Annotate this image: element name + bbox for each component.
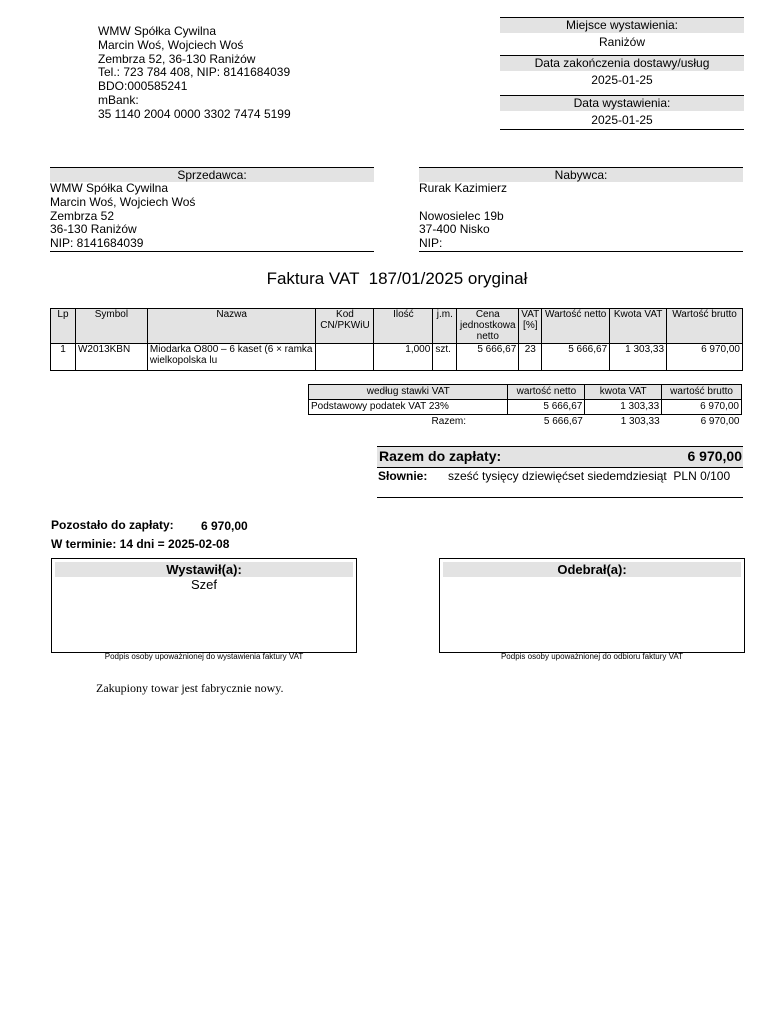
table-row	[309, 400, 742, 415]
issuer-line: Tel.: 723 784 408, NIP: 8141684039	[98, 65, 291, 80]
col-header-vat: VAT [%]	[519, 309, 542, 344]
footer-note: Zakupiony towar jest fabrycznie nowy.	[96, 681, 284, 695]
vat-rate-name: Podstawowy podatek VAT 23%	[309, 400, 508, 415]
amount-in-words	[377, 468, 743, 498]
issued-by-label: Wystawił(a):	[55, 562, 353, 577]
place-of-issue-value: Raniżów	[598, 35, 646, 49]
seller-block	[50, 167, 374, 252]
issuer-line: Marcin Woś, Wojciech Woś	[98, 37, 244, 52]
remaining-value: 6 970,00	[201, 519, 248, 533]
cell-unit: szt.	[433, 344, 457, 371]
col-header-price: Cena jednostkowa netto	[457, 309, 519, 344]
seller-line: WMW Spółka Cywilna	[50, 181, 169, 195]
issue-date-box	[500, 95, 744, 130]
total-due-bar	[377, 446, 743, 468]
vat-col-gross: wartość brutto	[662, 385, 742, 400]
delivery-date-label: Data zakończenia dostawy/usług	[500, 55, 744, 71]
issuer-line: WMW Spółka Cywilna	[98, 24, 217, 38]
issuer-line: Zembrza 52, 36-130 Raniżów	[98, 51, 256, 66]
received-by-caption: Podpis osoby upoważnionej do odbioru faktury VAT	[500, 652, 684, 661]
vat-sum-row	[309, 415, 742, 430]
buyer-line: NIP:	[419, 236, 443, 251]
issue-date-value: 2025-01-25	[591, 113, 653, 127]
cell-price: 5 666,67	[457, 344, 519, 371]
cell-vat-amount: 1 303,33	[610, 344, 667, 371]
issuer-line: 35 1140 2004 0000 3302 7474 5199	[98, 106, 291, 121]
issuer-header	[98, 25, 291, 122]
buyer-line: 37-400 Nisko	[419, 222, 490, 237]
seller-line: Zembrza 52	[50, 208, 115, 223]
amount-in-words-value: sześć tysięcy dziewięćset siedemdziesiąt PLN 0/100	[448, 469, 731, 483]
buyer-line: Rurak Kazimierz	[419, 181, 508, 195]
cell-net: 5 666,67	[542, 344, 610, 371]
vat-sum-gross: 6 970,00	[700, 416, 740, 427]
items-header-row	[51, 309, 743, 344]
col-header-symbol: Symbol	[75, 309, 147, 344]
invoice-title: Faktura VAT 187/01/2025 oryginał	[266, 269, 528, 288]
seller-line: Marcin Woś, Wojciech Woś	[50, 194, 196, 209]
cell-lp: 1	[51, 344, 76, 371]
buyer-line	[419, 196, 743, 210]
col-header-gross: Wartość brutto	[667, 309, 743, 344]
cell-vat: 23	[519, 344, 542, 371]
col-header-unit: j.m.	[433, 309, 457, 344]
received-by-box	[439, 558, 745, 653]
col-header-code: Kod CN/PKWiU	[316, 309, 374, 344]
vat-col-vat: kwota VAT	[585, 385, 662, 400]
vat-rate-vat: 1 303,33	[585, 400, 662, 415]
issuer-line: BDO:000585241	[98, 79, 188, 94]
vat-sum-net: 5 666,67	[543, 416, 583, 427]
place-of-issue-box	[500, 17, 744, 51]
buyer-block	[419, 167, 743, 252]
seller-line: 36-130 Raniżów	[50, 222, 137, 237]
issue-date-label: Data wystawienia:	[500, 95, 744, 111]
issued-by-caption: Podpis osoby upoważnionej do wystawienia faktury VAT	[104, 652, 304, 661]
vat-sum-vat: 1 303,33	[620, 416, 660, 427]
cell-code	[316, 344, 374, 371]
cell-name: Miodarka O800 – 6 kaset (6 × ramka wielkopolska lu	[147, 344, 316, 371]
total-due-value: 6 970,00	[687, 448, 742, 464]
col-header-name: Nazwa	[147, 309, 316, 344]
buyer-label: Nabywca:	[419, 167, 743, 182]
vat-rate-gross: 6 970,00	[662, 400, 742, 415]
col-header-lp: Lp	[51, 309, 76, 344]
vat-col-rate: według stawki VAT	[309, 385, 508, 400]
delivery-date-value: 2025-01-25	[591, 73, 653, 87]
amount-in-words-label: Słownie:	[378, 469, 428, 483]
vat-rate-net: 5 666,67	[508, 400, 585, 415]
col-header-net: Wartość netto	[542, 309, 610, 344]
place-of-issue-label: Miejsce wystawienia:	[500, 17, 744, 33]
vat-header-row	[309, 385, 742, 400]
vat-summary-table	[308, 384, 742, 429]
remaining-label: Pozostało do zapłaty:	[51, 518, 174, 532]
issued-by-box	[51, 558, 357, 653]
issued-by-value: Szef	[190, 577, 217, 592]
cell-symbol: W2013KBN	[75, 344, 147, 371]
issuer-line: mBank:	[98, 92, 139, 107]
cell-qty: 1,000	[374, 344, 433, 371]
col-header-vat-amount: Kwota VAT	[610, 309, 667, 344]
seller-label: Sprzedawca:	[50, 167, 374, 182]
total-due-label: Razem do zapłaty:	[379, 448, 502, 464]
table-row	[51, 344, 743, 371]
cell-gross: 6 970,00	[667, 344, 743, 371]
buyer-line: Nowosielec 19b	[419, 208, 504, 223]
payment-term: W terminie: 14 dni = 2025-02-08	[51, 537, 230, 551]
seller-line: NIP: 8141684039	[50, 236, 144, 251]
items-table	[50, 308, 743, 371]
vat-sum-label: Razem:	[431, 416, 466, 427]
received-by-label: Odebrał(a):	[443, 562, 741, 577]
col-header-qty: Ilość	[374, 309, 433, 344]
delivery-date-box	[500, 55, 744, 89]
vat-col-net: wartość netto	[508, 385, 585, 400]
